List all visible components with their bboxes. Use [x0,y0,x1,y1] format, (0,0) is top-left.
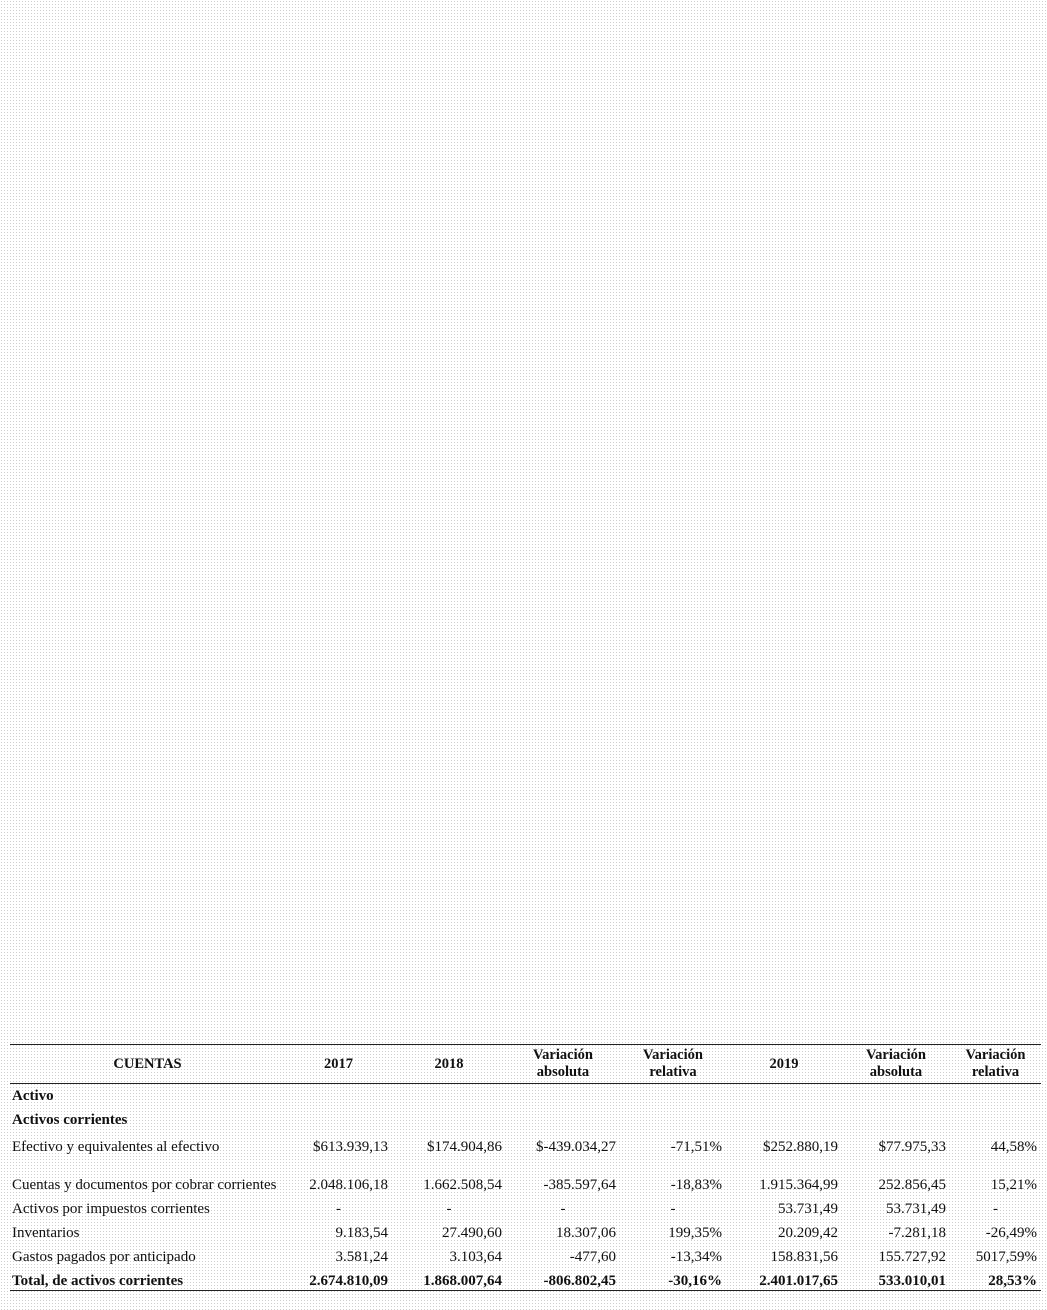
cell-2018: 3.103,64 [449,1249,502,1265]
cell-2018: 27.490,60 [442,1225,502,1241]
cell-variacion-relativa-1: -13,34% [670,1249,722,1265]
cell-variacion-absoluta-1: 18.307,06 [556,1225,616,1241]
row-label: Inventarios [12,1225,80,1241]
cell-2017: 2.048.106,18 [309,1177,388,1193]
header-2017: 2017 [324,1055,353,1072]
header-variacion-absoluta-2019: Variación absoluta [866,1047,926,1080]
table-row [10,1194,1041,1218]
header-variacion-absoluta-2018: Variación absoluta [533,1047,593,1080]
table-row [10,1156,1041,1194]
cell-variacion-absoluta-1: -385.597,64 [543,1177,616,1193]
row-label: Gastos pagados por anticipado [12,1249,196,1265]
cell-variacion-relativa-2: 5017,59% [975,1249,1037,1265]
total-2019: 2.401.017,65 [759,1273,838,1289]
section-label-activos-corrientes: Activos corrientes [12,1111,128,1128]
section-row-activo [10,1084,1041,1109]
row-label: Efectivo y equivalentes al efectivo [12,1139,220,1155]
row-label: Activos por impuestos corrientes [12,1201,210,1217]
total-variacion-absoluta-1: -806.802,45 [543,1273,616,1289]
cell-variacion-relativa-1: - [670,1201,676,1217]
header-variacion-relativa-2018: Variación relativa [643,1047,703,1080]
total-2017: 2.674.810,09 [309,1273,388,1289]
section-label-activo: Activo [12,1087,54,1104]
current-assets-table [10,1044,1041,1291]
cell-2018: - [446,1201,452,1217]
header-variacion-relativa-2019: Variación relativa [965,1047,1026,1080]
cell-variacion-absoluta-2: 252.856,45 [878,1177,946,1193]
cell-2019: 158.831,56 [770,1249,838,1265]
cell-variacion-absoluta-2: 155.727,92 [878,1249,946,1265]
cell-variacion-relativa-1: 199,35% [668,1225,722,1241]
cell-variacion-absoluta-1: - [560,1201,566,1217]
table-row [10,1218,1041,1242]
table-header-row [10,1045,1041,1084]
cell-2019: 20.209,42 [778,1225,838,1241]
cell-variacion-relativa-2: 44,58% [990,1139,1037,1155]
cell-variacion-relativa-2: -26,49% [985,1225,1037,1241]
row-label: Cuentas y documentos por cobrar corrientes [12,1177,277,1193]
total-variacion-relativa-1: -30,16% [668,1273,722,1289]
total-variacion-relativa-2: 28,53% [988,1273,1037,1289]
cell-2017: $613.939,13 [313,1139,388,1155]
table-row [10,1132,1041,1156]
cell-2019: $252.880,19 [763,1139,838,1155]
cell-variacion-absoluta-2: $77.975,33 [878,1139,946,1155]
cell-variacion-relativa-2: 15,21% [990,1177,1037,1193]
section-row-activos-corrientes [10,1108,1041,1132]
total-label: Total, de activos corrientes [12,1273,184,1289]
header-2019: 2019 [769,1055,799,1072]
cell-variacion-absoluta-1: $-439.034,27 [536,1139,616,1155]
cell-variacion-relativa-1: -18,83% [670,1177,722,1193]
cell-2018: 1.662.508,54 [423,1177,502,1193]
cell-variacion-absoluta-2: -7.281,18 [888,1225,946,1241]
table-row [10,1242,1041,1266]
cell-2019: 1.915.364,99 [759,1177,838,1193]
header-cuentas: CUENTAS [113,1055,182,1072]
cell-2017: 3.581,24 [335,1249,388,1265]
total-variacion-absoluta-2: 533.010,01 [878,1273,946,1289]
cell-2017: - [336,1201,341,1217]
cell-variacion-absoluta-1: -477,60 [569,1249,616,1265]
total-2018: 1.868.007,64 [423,1273,502,1289]
cell-variacion-relativa-2: - [993,1201,998,1217]
cell-variacion-absoluta-2: 53.731,49 [886,1201,946,1217]
cell-2017: 9.183,54 [335,1225,388,1241]
header-2018: 2018 [434,1055,464,1072]
cell-2019: 53.731,49 [778,1201,838,1217]
cell-2018: $174.904,86 [427,1139,502,1155]
cell-variacion-relativa-1: -71,51% [670,1139,722,1155]
total-row [10,1266,1041,1291]
